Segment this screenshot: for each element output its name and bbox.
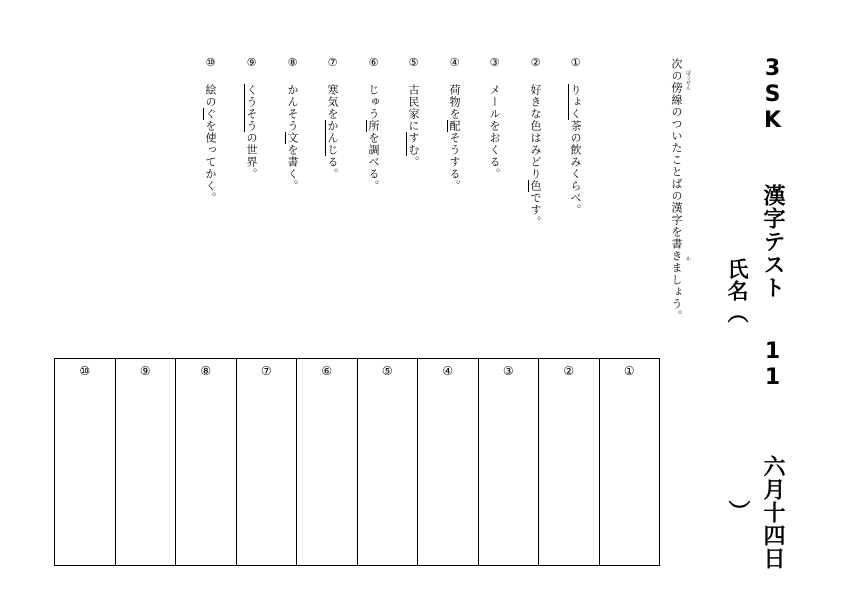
answer-box-5[interactable] xyxy=(357,359,418,565)
question-text: 古民家に xyxy=(407,84,420,132)
question-text: メールをおくる。 xyxy=(488,84,501,180)
answer-box-number: ① xyxy=(623,364,635,378)
answer-box-1[interactable] xyxy=(599,359,660,565)
answer-box-9[interactable] xyxy=(115,359,176,565)
class-name: 3SK xyxy=(760,56,785,134)
question-text: を調べる。 xyxy=(367,132,380,192)
question-number: ⑥ xyxy=(367,56,380,70)
question-number: ① xyxy=(569,56,582,70)
name-close-paren: ） xyxy=(725,500,750,522)
answer-box-number: ⑧ xyxy=(200,364,212,378)
question-number: ⑨ xyxy=(245,56,258,70)
name-label: 氏名（ xyxy=(725,258,749,324)
question-text: を書く。 xyxy=(286,144,299,192)
question-target: すむ xyxy=(407,132,420,156)
question-6 xyxy=(365,56,381,192)
question-text: 好きな色はみどり xyxy=(529,84,542,180)
question-target: かんじ xyxy=(326,120,339,156)
ruby-ka: か xyxy=(685,256,691,261)
question-number: ⑩ xyxy=(204,56,217,70)
question-target: くうそう xyxy=(245,84,258,132)
question-text: 荷物を xyxy=(448,84,461,120)
answer-box-number: ② xyxy=(563,364,575,378)
question-text: かんそう xyxy=(286,84,299,132)
answer-box-10[interactable] xyxy=(55,359,115,565)
question-number: ⑧ xyxy=(286,56,299,70)
question-text: 。 xyxy=(407,156,420,168)
test-title-column xyxy=(752,56,792,570)
question-number: ② xyxy=(529,56,542,70)
question-target: ぐ xyxy=(204,108,217,120)
answer-box-number: ⑤ xyxy=(381,364,393,378)
question-target: 所 xyxy=(367,120,380,132)
answer-box-number: ⑦ xyxy=(260,364,272,378)
answer-box-number: ③ xyxy=(502,364,514,378)
question-5 xyxy=(405,56,421,168)
answer-box-number: ⑥ xyxy=(321,364,333,378)
question-target: 配 xyxy=(448,120,461,132)
ruby-bosen: ぼうせん xyxy=(685,70,691,90)
question-text: 茶の飲みくらべ。 xyxy=(569,120,582,216)
question-1 xyxy=(567,56,583,216)
question-8 xyxy=(284,56,300,192)
question-text: です。 xyxy=(529,192,542,228)
question-2 xyxy=(527,56,543,228)
question-number: ⑤ xyxy=(407,56,420,70)
answer-box-4[interactable] xyxy=(417,359,478,565)
answer-box-2[interactable] xyxy=(538,359,599,565)
question-number: ④ xyxy=(448,56,461,70)
answer-box-8[interactable] xyxy=(175,359,236,565)
question-text: る。 xyxy=(326,156,339,180)
question-text: そうする。 xyxy=(448,132,461,192)
answer-box-number: ⑨ xyxy=(139,364,151,378)
question-text: 寒気を xyxy=(326,84,339,120)
test-date: 六月十四日 xyxy=(760,455,785,570)
question-target: 色 xyxy=(529,180,542,192)
answer-box-3[interactable] xyxy=(478,359,539,565)
question-text: を使ってかく。 xyxy=(204,120,217,204)
answer-box-number: ⑩ xyxy=(79,364,91,378)
question-text: 世界。 xyxy=(245,144,258,180)
question-number: ③ xyxy=(488,56,501,70)
answer-grid xyxy=(54,358,660,566)
question-4 xyxy=(446,56,462,192)
instruction-text: 次の傍線のついたことばの漢字を書きましょう。 xyxy=(670,58,683,322)
question-target: りょく xyxy=(569,84,582,120)
answer-box-number: ④ xyxy=(442,364,454,378)
question-7 xyxy=(324,56,340,180)
question-text: じゅう xyxy=(367,84,380,120)
test-title: 漢字テスト xyxy=(760,184,785,299)
question-10 xyxy=(202,56,218,204)
test-number: 11 xyxy=(760,339,785,391)
answer-box-6[interactable] xyxy=(296,359,357,565)
question-target: 文 xyxy=(286,132,299,144)
question-3 xyxy=(486,56,502,180)
question-text: 絵の xyxy=(204,84,217,108)
question-9 xyxy=(243,56,259,180)
question-text: の xyxy=(245,132,258,144)
answer-box-7[interactable] xyxy=(236,359,297,565)
question-number: ⑦ xyxy=(326,56,339,70)
